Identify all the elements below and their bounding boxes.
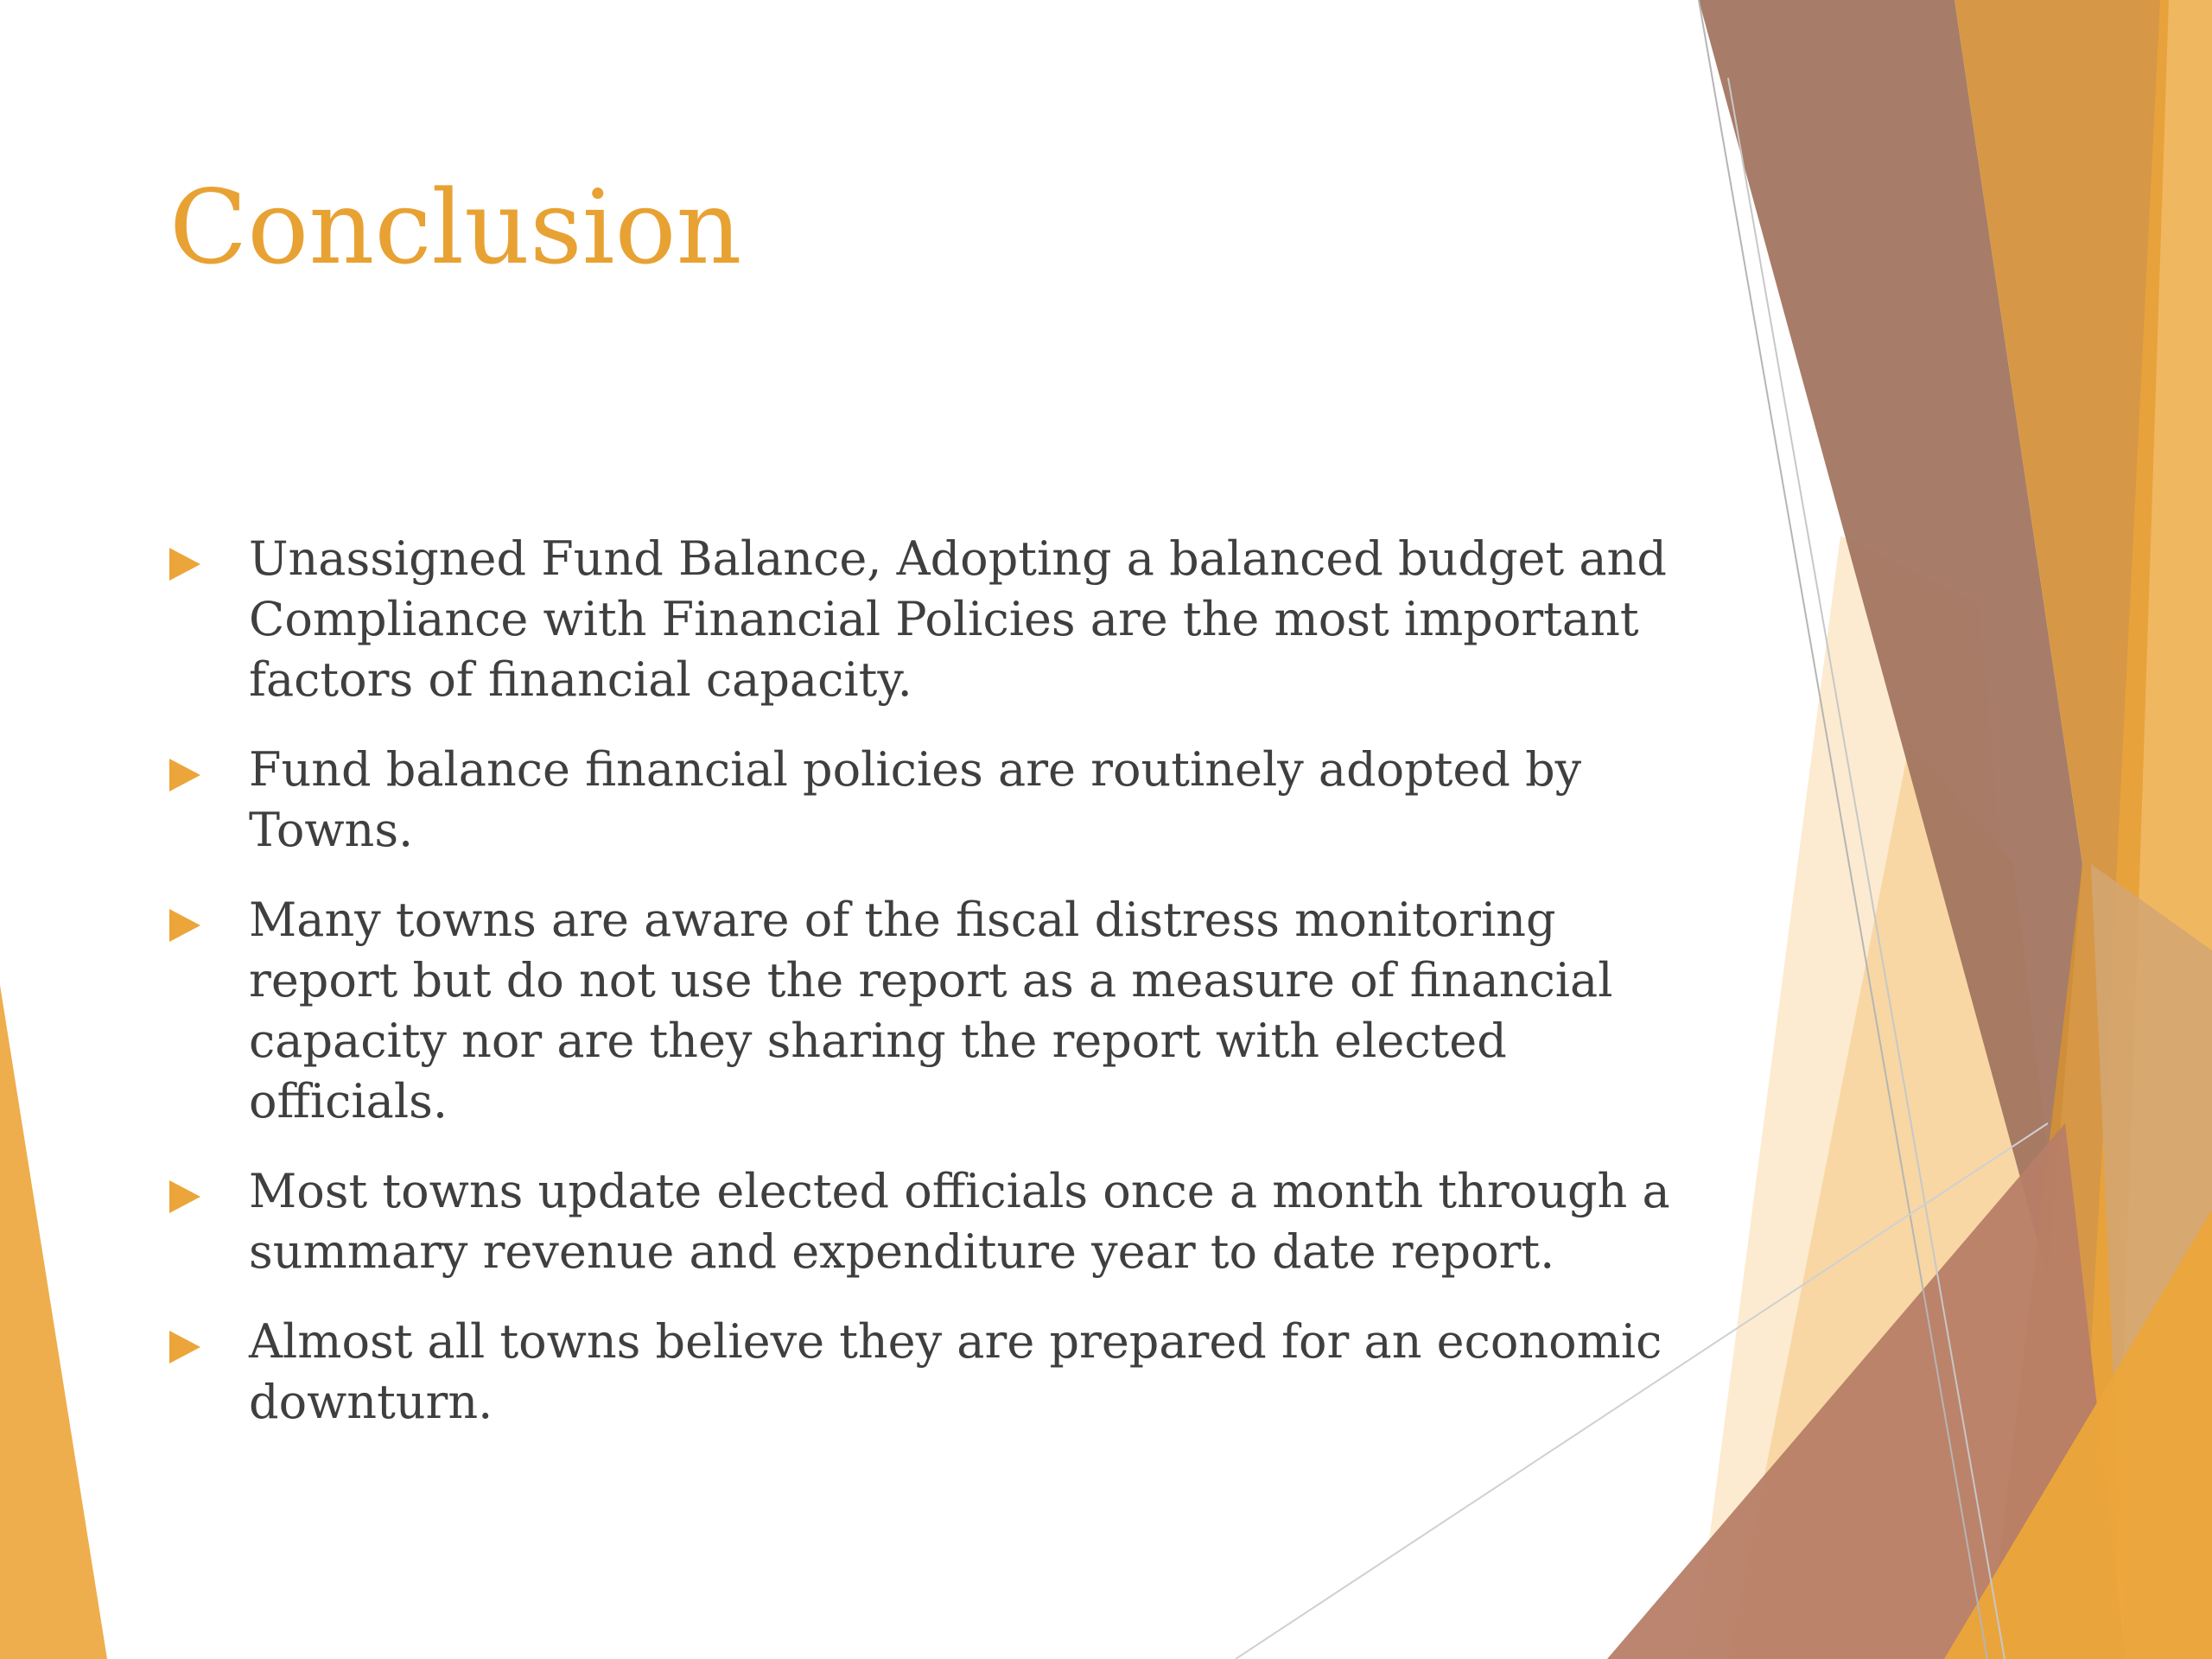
- bullet-text: Unassigned Fund Balance, Adopting a balanced budget and Compliance with Financial Policies are the most important factors of financial capacity.: [249, 531, 1667, 707]
- bullet-item: [169, 1312, 1690, 1433]
- left-orange-facet: [0, 985, 107, 1659]
- slide-title: Conclusion: [169, 168, 742, 287]
- bullet-item: [169, 890, 1690, 1132]
- bullet-text: Fund balance financial policies are routinely adopted by Towns.: [249, 742, 1582, 857]
- triangle-right-icon: [169, 1180, 200, 1213]
- triangle-right-icon: [169, 1331, 200, 1363]
- bullet-item: [169, 529, 1690, 710]
- triangle-right-icon: [169, 548, 200, 581]
- bullet-item: [169, 1161, 1690, 1282]
- triangle-right-icon: [169, 759, 200, 791]
- bullet-text: Most towns update elected officials once a month through a summary revenue and expenditure year to date report.: [249, 1164, 1670, 1279]
- bullet-text: Many towns are aware of the fiscal distress monitoring report but do not use the report as a measure of financial capacity nor are they sharing the report with elected officials.: [249, 893, 1613, 1128]
- triangle-right-icon: [169, 909, 200, 942]
- bullet-item: [169, 740, 1690, 861]
- bullet-text: Almost all towns believe they are prepared for an economic downturn.: [249, 1314, 1662, 1429]
- bullet-list: [169, 529, 1690, 1462]
